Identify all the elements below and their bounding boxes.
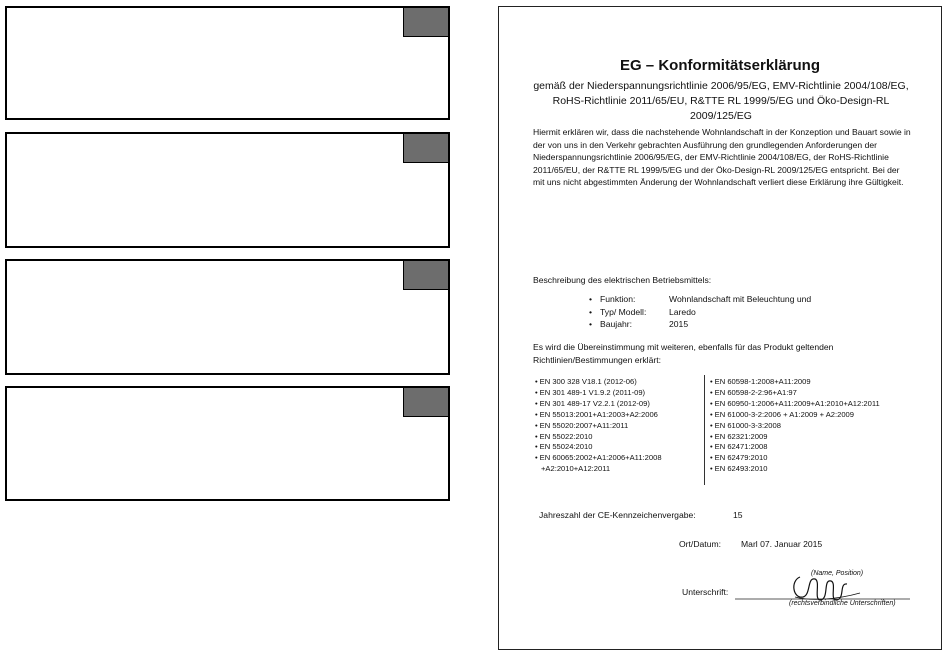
item-row — [589, 293, 811, 306]
standard-item: • EN 55024:2010 — [535, 442, 662, 453]
standard-item: • EN 61000-3-2:2006 + A1:2009 + A2:2009 — [710, 410, 880, 421]
item-key: • Funktion: — [589, 293, 669, 306]
box-tab-1[interactable] — [403, 8, 448, 37]
standard-item: • EN 60950-1:2006+A11:2009+A1:2010+A12:2011 — [710, 399, 880, 410]
item-row — [589, 318, 811, 331]
standard-item: • EN 55013:2001+A1:2003+A2:2006 — [535, 410, 662, 421]
standard-item-continuation: +A2:2010+A12:2011 — [541, 464, 611, 474]
place-label: Ort/Datum: — [679, 539, 722, 549]
form-box-1 — [5, 6, 450, 120]
standard-item: • EN 55022:2010 — [535, 432, 662, 443]
standard-item: • EN 301 489-17 V2.2.1 (2012-09) — [535, 399, 662, 410]
box-tab-2[interactable] — [403, 134, 448, 163]
signature-label: Unterschrift: — [682, 587, 729, 597]
ce-label: Jahreszahl der CE-Kennzeichenvergabe: — [539, 510, 696, 520]
place-date-value: Marl 07. Januar 2015 — [741, 539, 823, 549]
standard-item: • EN 62493:2010 — [710, 464, 880, 475]
standard-item: • EN 62479:2010 — [710, 453, 880, 464]
standards-left-list — [535, 377, 662, 475]
item-value: Wohnlandschaft mit Beleuchtung und — [669, 294, 812, 304]
conformity-text: Es wird die Übereinstimmung mit weiteren, ebenfalls für das Produkt geltenden Richtlinien/Bestimmungen erklärt: — [533, 342, 834, 365]
standard-item: • EN 60598-1:2008+A11:2009 — [710, 377, 880, 388]
standard-item: • EN 301 489-1 V1.9.2 (2011-09) — [535, 388, 662, 399]
standard-item: • EN 300 328 V18.1 (2012-06) — [535, 377, 662, 388]
column-divider — [704, 375, 705, 485]
form-box-3 — [5, 259, 450, 375]
box-tab-3[interactable] — [403, 261, 448, 290]
item-key: • Typ/ Modell: — [589, 306, 669, 319]
standard-item: • EN 62321:2009 — [710, 432, 880, 443]
name-position-note: (Name, Position) — [811, 570, 864, 577]
box-tab-4[interactable] — [403, 388, 448, 417]
description-label: Beschreibung des elektrischen Betriebsmittels: — [533, 275, 712, 285]
standard-item: • EN 60065:2002+A1:2006+A11:2008 — [535, 453, 662, 464]
standard-item: • EN 60598-2-2:96+A1:97 — [710, 388, 880, 399]
standards-right-list — [710, 377, 880, 475]
standard-item: • EN 55020:2007+A11:2011 — [535, 421, 662, 432]
signature-note: (rechtsverbindliche Unterschriften) — [789, 600, 896, 607]
item-key: • Baujahr: — [589, 318, 669, 331]
item-list — [589, 293, 811, 331]
ce-value: 15 — [733, 510, 743, 520]
standard-item: • EN 61000-3-3:2008 — [710, 421, 880, 432]
form-box-4 — [5, 386, 450, 501]
item-row — [589, 306, 811, 319]
document-subtitle: gemäß der Niederspannungsrichtlinie 2006/95/EG, EMV-Richtlinie 2004/108/EG, RoHS-Richtlinie 2011/65/EU, R&TTE RL 1999/5/EG und Öko-Design-RL 2009/125/EG — [533, 80, 909, 122]
intro-paragraph: Hiermit erklären wir, dass die nachstehende Wohnlandschaft in der Konzeption und Bauart sowie in der von uns in den Verkehr gebrachten Ausführung den grundlegenden Anforderungen der Niederspannungsrichtlinie 2006/95/EG, der EMV-Richtlinie 2004/108/EG, der RoHS-Richtlinie 2011/65/EU, der R&TTE RL 1999/5/EG und der Öko-Design-RL 2009/125/EG entspricht. Bei der mit uns nicht abgestimmten Änderung der Wohnlandschaft verliert diese Erklärung ihre Gültigkeit. — [533, 127, 911, 188]
item-value: Laredo — [669, 306, 696, 317]
document-title: EG – Konformitätserklärung — [619, 57, 821, 74]
item-value: 2015 — [669, 319, 689, 330]
standard-item: • EN 62471:2008 — [710, 442, 880, 453]
form-box-2 — [5, 132, 450, 248]
declaration-document — [498, 6, 942, 650]
